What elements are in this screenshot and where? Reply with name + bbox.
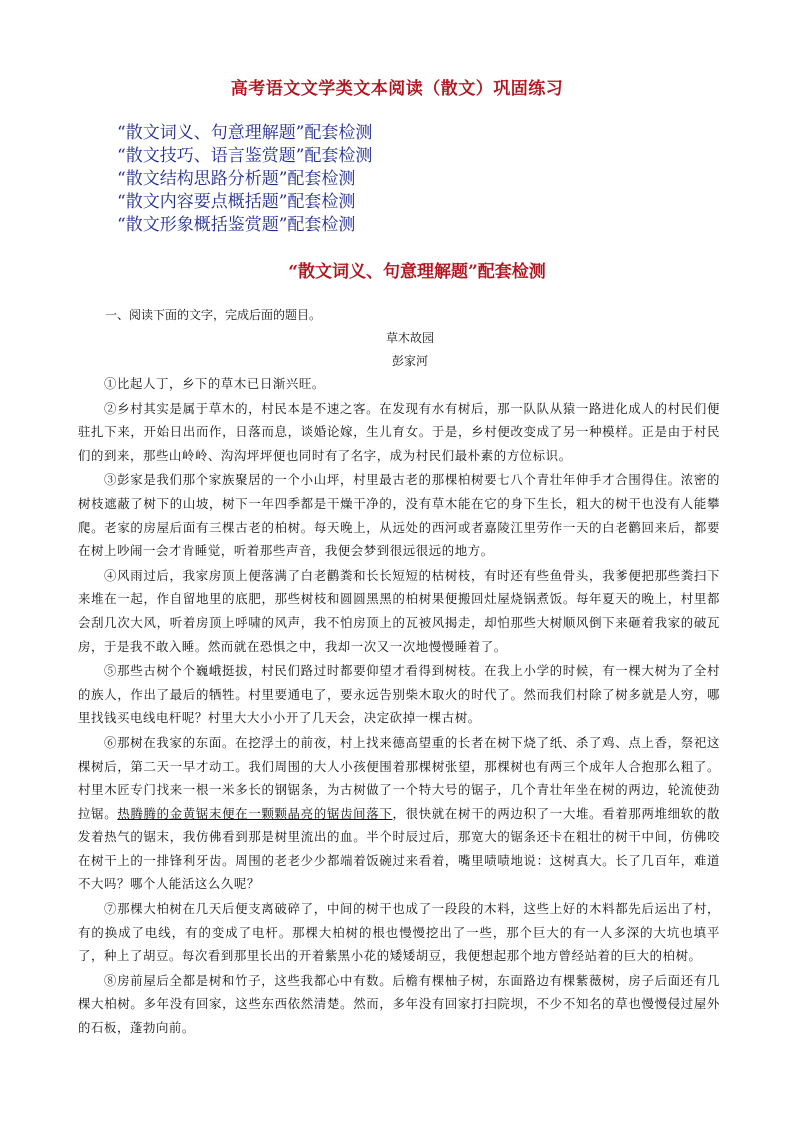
- article-body: [78, 372, 720, 1041]
- article-paragraph-1: ①比起人丁，乡下的草木已日渐兴旺。: [104, 376, 325, 391]
- article-paragraph-2: ②乡村其实是属于草木的，村民本是不速之客。在发现有水有树后，那一队队从猿一路进化成人的村民们便驻扎下来，开始日出而作，日落而息，谈婚论嫁，生儿育女。于是，乡村便改变成了另一种模样。正是由于村民们的到来，那些山岭岭、沟沟坪坪便也同时有了名字，成为村民们最朴素的方位标识。: [78, 400, 720, 463]
- toc-link-structure[interactable]: “散文结构思路分析题”配套检测: [117, 169, 356, 189]
- question-instruction: 一、阅读下面的文字，完成后面的题目。: [105, 308, 322, 322]
- article-paragraph-5: ⑤那些古树个个巍峨挺拔，村民们路过时都要仰望才看得到树枝。在我上小学的时候，有一棵大树为了全村的族人，作出了最后的牺牲。村里要通电了，要永远告别柴木取火的时代了。然而我们村除了树多就是人穷，哪里找钱买电线电杆呢？村里大大小小开了几天会，决定砍掉一棵古树。: [78, 663, 720, 726]
- article-author: 彭家河: [391, 354, 428, 368]
- paragraph-6-text: ⑥那树在我家的东面。在挖浮土的前夜，村上找来德高望重的长者在树下烧了纸、杀了鸡、点上香，祭祀这棵树后，第二天一早才动工。我们周围的大人小孩便围着那棵树张望，那棵树也有两三个成年人合抱那么粗了。村里木匠专门找来一根一米多长的钢锯条，为古树做了一个特大号的锯子，几个青壮年坐在树的两边，轮流使劲拉锯。: [78, 734, 720, 821]
- table-of-contents: [117, 122, 372, 237]
- article-title: 草木故园: [385, 331, 434, 345]
- article-paragraph-7: ⑦那棵大柏树在几天后便支离破碎了，中间的树干也成了一段段的木料，这些上好的木料都先后运出了村，有的换成了电线，有的变成了电杆。那棵大柏树的根也慢慢挖出了一些，那个巨大的有一人多深的大坑也填平了，种上了胡豆。每次看到那里长出的开着紫黑小花的矮矮胡豆，我便想起那个地方曾经站着的巨大的柏树。: [78, 901, 720, 964]
- article-paragraph-6: [78, 731, 720, 896]
- section-title: “散文词义、句意理解题”配套检测: [288, 262, 546, 282]
- paragraph-6-continuation: ，很快就在树干的两边积了一大堆。看着那两堆细软的散发着热气的锯末，我仿佛看到那是树里流出的血。半个时辰过后，那宽大的锯条还卡在粗壮的树干中间，仿佛咬在树干上的一排锋利牙齿。周围的老老少少都端着饭碗过来看着，嘴里啧啧地说：这树真大。长了几百年，难道不大吗？哪个人能活这么久呢？: [78, 805, 720, 892]
- toc-link-technique[interactable]: “散文技巧、语言鉴赏题”配套检测: [117, 146, 373, 166]
- article-paragraph-4: ④风雨过后，我家房顶上便落满了白老鹳粪和长长短短的枯树枝，有时还有些鱼骨头，我爹便把那些粪扫下来堆在一起，作自留地里的底肥，那些树枝和圆圆黑黑的柏树果便搬回灶屋烧锅煮饭。每年夏天的晚上，村里都会刮几次大风，听着房顶上呼啸的风声，我不怕房顶上的瓦被风揭走，却怕那些大树顺风倒下来砸着我家的破瓦房，于是我不敢入睡。然而就在恐惧之中，我却一次又一次地慢慢睡着了。: [78, 567, 720, 654]
- toc-link-image-appreciation[interactable]: “散文形象概括鉴赏题”配套检测: [117, 215, 356, 235]
- toc-link-word-meaning[interactable]: “散文词义、句意理解题”配套检测: [117, 123, 373, 143]
- underlined-sentence: 热腾腾的金黄锯末便在一颗颗晶亮的锯齿间落下: [117, 805, 393, 821]
- page-title: 高考语文文学类文本阅读（散文）巩固练习: [230, 79, 564, 99]
- article-paragraph-8: ⑧房前屋后全都是树和竹子，这些我都心中有数。后檐有棵柚子树，东面路边有棵紫薇树，房子后面还有几棵大柏树。多年没有回家，这些东西依然清楚。然而，多年没有回家打扫院坝，不少不知名的草也慢慢侵过屋外的石板，蓬勃向前。: [78, 972, 720, 1036]
- toc-link-content-summary[interactable]: “散文内容要点概括题”配套检测: [117, 192, 356, 212]
- article-paragraph-3: ③彭家是我们那个家族聚居的一个小山坪，村里最古老的那棵柏树要七八个青壮年伸手才合围得住。浓密的树枝遮蔽了树下的山坡，树下一年四季都是干燥干净的，没有草木能在它的身下生长，粗大的树干也没有人能攀爬。老家的房屋后面有三棵古老的柏树。每天晚上，从远处的西河或者嘉陵江里劳作一天的白老鹳回来后，都要在树上吵闹一会才肯睡觉，听着那些声音，我便会梦到很远很远的地方。: [78, 472, 720, 559]
